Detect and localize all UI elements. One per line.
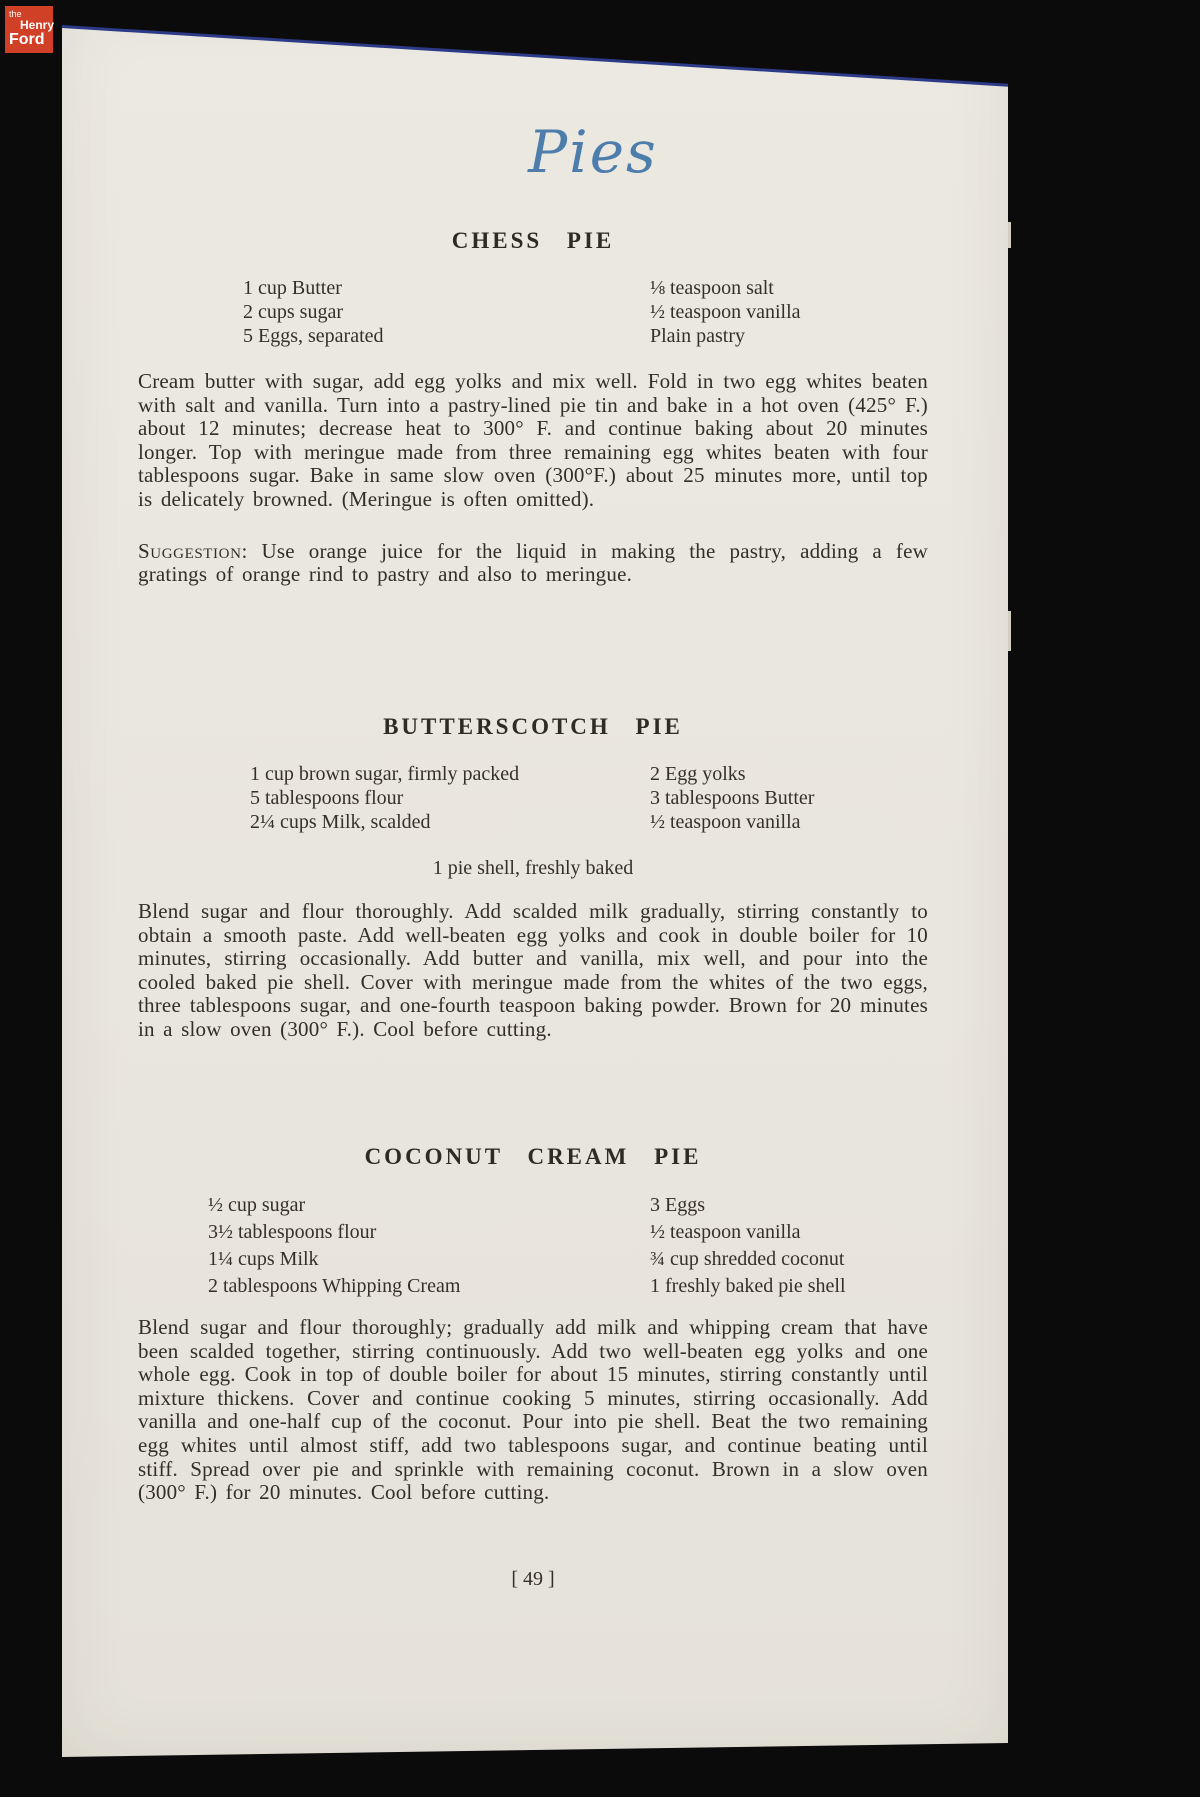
ingredient-item: ⅛ teaspoon salt [650, 277, 774, 299]
recipe-instructions: Blend sugar and flour thoroughly; gradually add milk and whipping cream that have been scalded together, stirring continuously. Add two well-beaten egg yolks and one whole egg. Cook in top of double boiler for about 15 minutes, stirring constantly until mixture thickens. Cover and continue cooking 5 minutes, stirring occasionally. Add vanilla and one-half cup of the coconut. Pour into pie shell. Beat the two remaining egg whites until almost stiff, add two tablespoons sugar, and continue beating until stiff. Spread over pie and sprinkle with remaining coconut. Brown in a slow oven (300° F.) for 20 minutes. Cool before cutting. [138, 1315, 928, 1505]
suggestion-note [138, 540, 928, 587]
ingredient-columns [138, 762, 928, 834]
watermark-henry: Henry [20, 18, 55, 32]
ingredient-item: 3 Eggs [650, 1194, 705, 1216]
ingredient-item: ½ teaspoon vanilla [650, 1221, 801, 1243]
ingredient-item: ½ teaspoon vanilla [650, 301, 801, 323]
recipe-coconut-cream-pie [138, 1144, 928, 1505]
ingredient-item: 5 tablespoons flour [250, 787, 404, 809]
ingredient-item: 1 freshly baked pie shell [650, 1275, 846, 1297]
recipe-instructions: Blend sugar and flour thoroughly. Add scalded milk gradually, stirring constantly to obtain a smooth paste. Add well-beaten egg yolks and cook in double boiler for 10 minutes, stirring occasionally. Add butter and vanilla, mix well, and pour into the cooled baked pie shell. Cover with meringue made from the whites of the two eggs, three tablespoons sugar, and one-fourth teaspoon baking powder. Brown for 20 minutes in a slow oven (300° F.). Cool before cutting. [138, 899, 928, 1041]
ingredient-item: 2 cups sugar [243, 301, 343, 323]
ingredient-list-right [650, 762, 928, 834]
ingredient-item: 3 tablespoons Butter [650, 787, 815, 809]
ingredient-item: 1 cup Butter [243, 277, 342, 299]
scan-artifact [1008, 611, 1011, 651]
ingredient-item: 3½ tablespoons flour [208, 1221, 377, 1243]
suggestion-label: Suggestion [138, 538, 242, 563]
ingredient-item: 1¼ cups Milk [208, 1248, 319, 1270]
ingredient-item: 2¼ cups Milk, scalded [250, 811, 431, 833]
henry-ford-watermark [5, 6, 53, 53]
recipe-butterscotch-pie [138, 714, 928, 1042]
recipe-title: CHESS PIE [451, 228, 615, 253]
ingredient-list-left [138, 1192, 650, 1300]
ingredient-item-centered: 1 pie shell, freshly baked [432, 857, 634, 879]
ingredient-list-left [138, 276, 650, 348]
watermark-ford: Ford [9, 31, 45, 48]
page-number: [ 49 ] [511, 1568, 555, 1590]
ingredient-item: 1 cup brown sugar, firmly packed [250, 763, 520, 785]
ingredient-list-right [650, 276, 928, 348]
ingredient-item: 2 Egg yolks [650, 763, 746, 785]
ingredient-list-right [650, 1192, 928, 1300]
ingredient-item: ½ teaspoon vanilla [650, 811, 801, 833]
ingredient-columns [138, 1192, 928, 1300]
ingredient-item: 2 tablespoons Whipping Cream [208, 1275, 461, 1297]
ingredient-item: Plain pastry [650, 325, 745, 347]
ingredient-list-left [138, 762, 650, 834]
ingredient-columns [138, 276, 928, 348]
recipe-instructions: Cream butter with sugar, add egg yolks and mix well. Fold in two egg whites beaten with salt and vanilla. Turn into a pastry-lined pie tin and bake in a hot oven (425° F.) about 12 minutes; decrease heat to 300° F. and continue baking about 20 minutes longer. Top with meringue made from three remaining egg whites beaten with four tablespoons sugar. Bake in same slow oven (300°F.) about 25 minutes more, until top is delicately browned. (Meringue is often omitted). [138, 369, 928, 511]
recipe-title: COCONUT CREAM PIE [364, 1144, 702, 1169]
recipe-title: BUTTERSCOTCH PIE [383, 714, 683, 739]
scan-artifact [1008, 222, 1011, 248]
ingredient-item: 5 Eggs, separated [243, 325, 384, 347]
ingredient-item: ¾ cup shredded coconut [650, 1248, 845, 1270]
suggestion-text: : Use orange juice for the liquid in making the pastry, adding a few gratings of orange rind to pastry and also to meringue. [138, 538, 928, 587]
ingredient-item: ½ cup sugar [208, 1194, 306, 1216]
watermark-the: the [9, 9, 22, 19]
section-title-pies: Pies [528, 118, 658, 186]
recipe-chess-pie [138, 228, 928, 587]
